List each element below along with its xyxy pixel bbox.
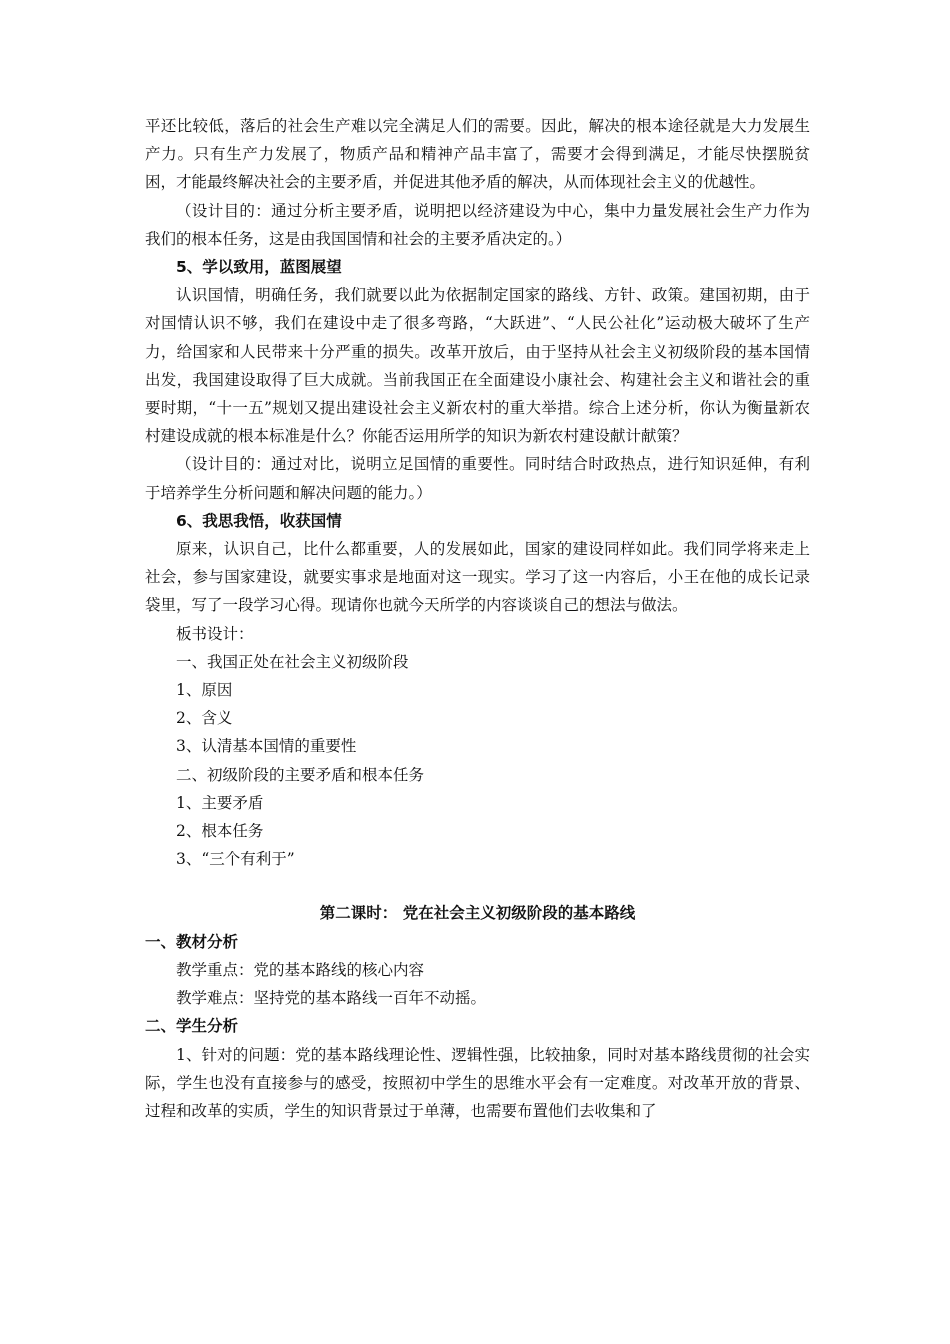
paragraph-student-analysis: 1、针对的问题：党的基本路线理论性、逻辑性强，比较抽象，同时对基本路线贯彻的社会实际，学生也没有直接参与的感受，按照初中学生的思维水平会有一定难度。对改革开放的背景、过程和改革的实质，学生的知识背景过于单薄，也需要布置他们去收集和了 <box>145 1045 810 1120</box>
board-line: 2、根本任务 <box>176 822 264 841</box>
design-purpose-2: （设计目的：通过对比，说明立足国情的重要性。同时结合时政热点，进行知识延伸，有利于培养学生分析问题和解决问题的能力。） <box>145 455 810 502</box>
paragraph-reflection: 原来，认识自己，比什么都重要，人的发展如此，国家的建设同样如此。我们同学将来走上社会，参与国家建设，就要实事求是地面对这一现实。学习了这一内容后，小王在他的成长记录袋里，写了一段学习心得。现请你也就今天所学的内容谈谈自己的想法与做法。 <box>145 540 810 615</box>
design-purpose-1: （设计目的：通过分析主要矛盾，说明把以经济建设为中心，集中力量发展社会生产力作为我们的根本任务，这是由我国国情和社会的主要矛盾决定的。） <box>145 201 810 248</box>
board-line: 2、含义 <box>176 709 233 728</box>
board-line: 二、初级阶段的主要矛盾和根本任务 <box>176 765 425 784</box>
board-design-title: 板书设计： <box>176 624 254 643</box>
board-line: 3、认清基本国情的重要性 <box>176 737 357 756</box>
paragraph-productivity: 平还比较低，落后的社会生产难以完全满足人们的需要。因此，解决的根本途径就是大力发展生产力。只有生产力发展了，物质产品和精神产品丰富了，需要才会得到满足，才能尽快摆脱贫困，才能最终解决社会的主要矛盾，并促进其他矛盾的解决，从而体现社会主义的优越性。 <box>145 117 810 192</box>
spacer <box>145 873 810 887</box>
section-textbook-analysis: 一、教材分析 <box>145 932 239 951</box>
heading-6: 6、我思我悟，收获国情 <box>176 511 342 530</box>
board-line: 一、我国正处在社会主义初级阶段 <box>176 652 409 671</box>
key-point: 教学重点：党的基本路线的核心内容 <box>176 960 425 979</box>
lesson-2-title: 第二课时： 党在社会主义初级阶段的基本路线 <box>319 904 636 923</box>
board-line: 1、主要矛盾 <box>176 793 264 812</box>
board-line: 1、原因 <box>176 681 233 700</box>
document-page <box>145 112 810 1125</box>
paragraph-blueprint: 认识国情，明确任务，我们就要以此为依据制定国家的路线、方针、政策。建国初期，由于对国情认识不够，我们在建设中走了很多弯路，“大跃进”、“人民公社化”运动极大破坏了生产力，给国家和人民带来十分严重的损失。改革开放后，由于坚持从社会主义初级阶段的基本国情出发，我国建设取得了巨大成就。当前我国正在全面建设小康社会、构建社会主义和谐社会的重要时期，“十一五”规划又提出建设社会主义新农村的重大举措。综合上述分析，你认为衡量新农村建设成就的根本标准是什么？你能否运用所学的知识为新农村建设献计献策？ <box>145 286 810 446</box>
difficult-point: 教学难点：坚持党的基本路线一百年不动摇。 <box>176 989 487 1008</box>
board-line: 3、“三个有利于” <box>176 850 295 869</box>
section-student-analysis: 二、学生分析 <box>145 1017 239 1036</box>
heading-5: 5、学以致用，蓝图展望 <box>176 258 342 277</box>
